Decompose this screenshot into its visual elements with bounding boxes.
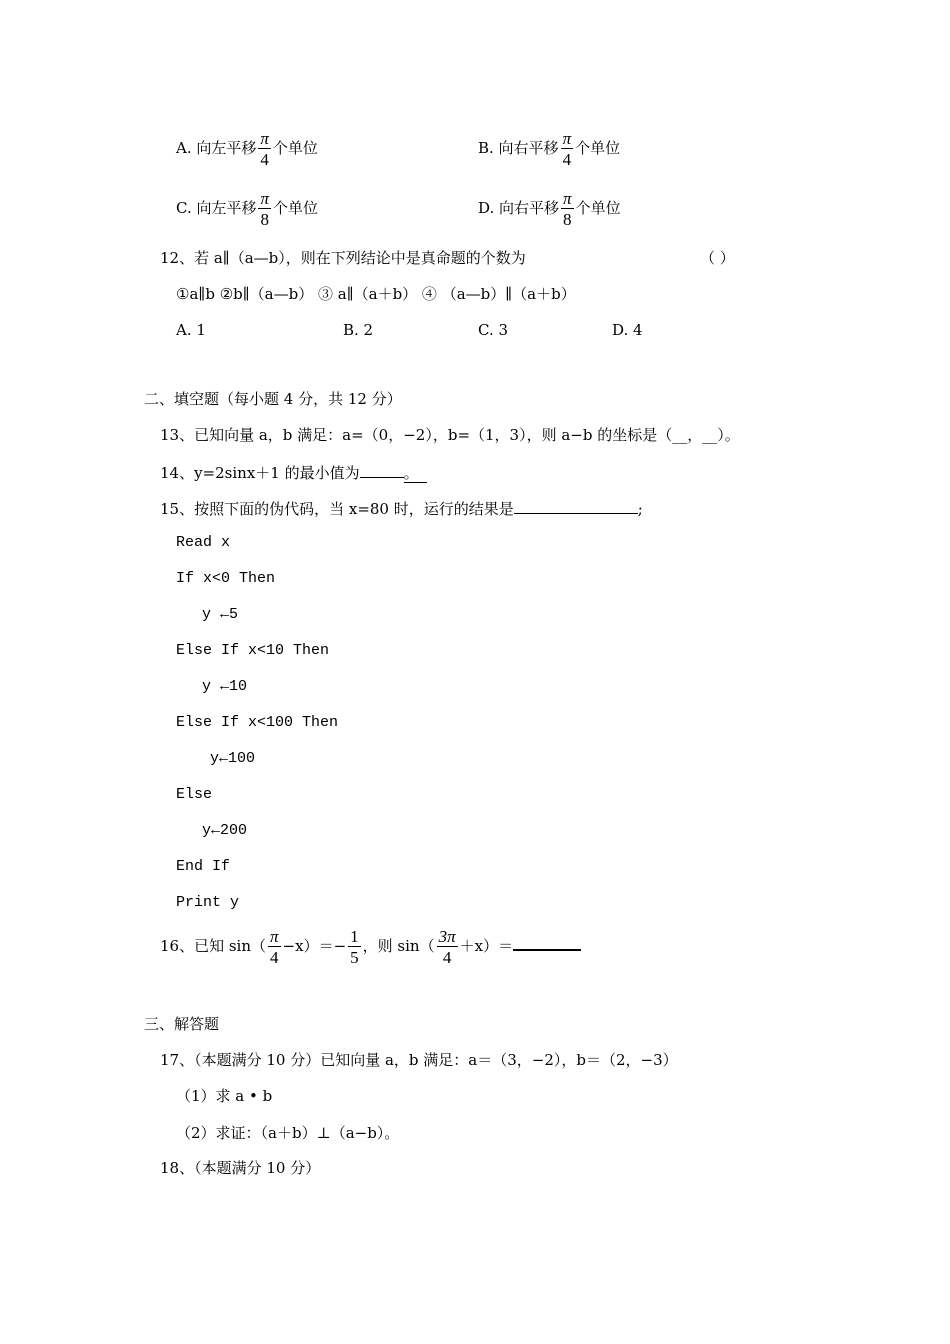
- q11-option-d-den: 8: [563, 210, 572, 229]
- q11-option-c-suffix: 个单位: [273, 199, 319, 217]
- q14-end: 。: [404, 464, 427, 483]
- q11-option-c-fraction: [258, 190, 271, 228]
- q11-option-d-num: π: [563, 189, 572, 208]
- q14-answer-blank: [360, 461, 404, 478]
- code-line-assign-5: y ←5: [202, 606, 239, 623]
- q16-fraction-1-num: π: [270, 927, 279, 946]
- q16-fraction-3: [437, 928, 458, 966]
- q11-option-b-num: π: [562, 129, 572, 148]
- code-line-assign-200: y←200: [202, 822, 248, 839]
- q11-option-c: [176, 190, 318, 228]
- q11-option-a-num: π: [260, 129, 269, 148]
- code-line-assign-10: y ←10: [202, 678, 248, 695]
- q16-fraction-2: [348, 928, 361, 966]
- q12-option-c: C. 3: [478, 321, 509, 339]
- q16-fraction-1: [268, 928, 281, 966]
- q11-option-b-den: 4: [562, 150, 572, 169]
- q16-fraction-3-num: 3π: [438, 927, 456, 946]
- q15-answer-blank: [514, 497, 638, 514]
- q16-fraction-2-num: 1: [350, 927, 359, 946]
- q17-part-1: （1）求 a • b: [176, 1087, 273, 1105]
- q16-end: ＋x）＝: [459, 937, 514, 955]
- q11-option-b-prefix: B. 向右平移: [478, 139, 559, 157]
- code-line-print: Print y: [176, 894, 240, 911]
- code-line-assign-100: y←100: [210, 750, 256, 767]
- q15-text: 15、按照下面的伪代码，当 x=80 时，运行的结果是: [160, 500, 514, 518]
- code-line-if: If x<0 Then: [176, 570, 276, 587]
- q16: [160, 928, 581, 966]
- q12-option-d: D. 4: [612, 321, 643, 339]
- code-line-else: Else: [176, 786, 213, 803]
- code-line-else-if-10: Else If x<10 Then: [176, 642, 330, 659]
- q11-option-d-fraction: [561, 190, 574, 228]
- q15-end: ;: [637, 500, 643, 518]
- q11-option-d-suffix: 个单位: [575, 199, 621, 217]
- q16-fraction-3-den: 4: [442, 948, 452, 967]
- code-line-read: Read x: [176, 534, 231, 551]
- q16-fraction-2-den: 5: [350, 948, 359, 967]
- q11-option-a-suffix: 个单位: [272, 139, 318, 157]
- q17-text: 17、（本题满分 10 分）已知向量 a，b 满足：a＝（3，−2），b＝（2，−3）: [160, 1051, 678, 1069]
- q11-option-a: [176, 130, 318, 168]
- q11-option-a-fraction: [258, 130, 271, 168]
- q12-answer-paren: （ ）: [700, 249, 735, 267]
- section3-heading: 三、解答题: [144, 1015, 220, 1033]
- q12-stem: 12、若 a∥（a—b），则在下列结论中是真命题的个数为: [160, 249, 526, 267]
- q11-option-b-suffix: 个单位: [575, 139, 621, 157]
- q11-option-b-fraction: [561, 130, 574, 168]
- q13-text: 13、已知向量 a，b 满足：a=（0，−2），b=（1，3），则 a−b 的坐标是（__，__）。: [160, 426, 740, 444]
- q11-option-c-prefix: C. 向左平移: [176, 199, 257, 217]
- q16-mid2: ，则 sin（: [362, 937, 435, 955]
- q12-option-a: A. 1: [176, 321, 206, 339]
- q11-option-d-prefix: D. 向右平移: [478, 199, 560, 217]
- q14-text: 14、y=2sinx＋1 的最小值为: [160, 464, 360, 482]
- q11-option-b: [478, 130, 620, 168]
- q16-fraction-1-den: 4: [270, 948, 279, 967]
- q11-option-d: [478, 190, 621, 228]
- q14: [160, 461, 427, 483]
- q18-text: 18、（本题满分 10 分）: [160, 1159, 321, 1177]
- q11-option-c-num: π: [260, 189, 270, 208]
- q11-option-a-den: 4: [260, 150, 269, 169]
- q12-option-b: B. 2: [343, 321, 374, 339]
- q16-answer-blank: [513, 933, 581, 951]
- code-line-else-if-100: Else If x<100 Then: [176, 714, 339, 731]
- q16-pre: 16、已知 sin（: [160, 937, 267, 955]
- q17-part-2: （2）求证：（a＋b）⊥（a−b）。: [176, 1124, 400, 1142]
- q16-mid1: −x）＝−: [282, 937, 347, 955]
- q12-statements: ①a∥b ②b∥（a—b） ③ a∥（a＋b） ④ （a—b）∥（a＋b）: [176, 285, 576, 303]
- code-line-end-if: End If: [176, 858, 231, 875]
- section2-heading: 二、填空题（每小题 4 分，共 12 分）: [144, 390, 402, 408]
- q11-option-c-den: 8: [260, 210, 269, 229]
- q11-option-a-prefix: A. 向左平移: [176, 139, 257, 157]
- q15: [160, 497, 643, 519]
